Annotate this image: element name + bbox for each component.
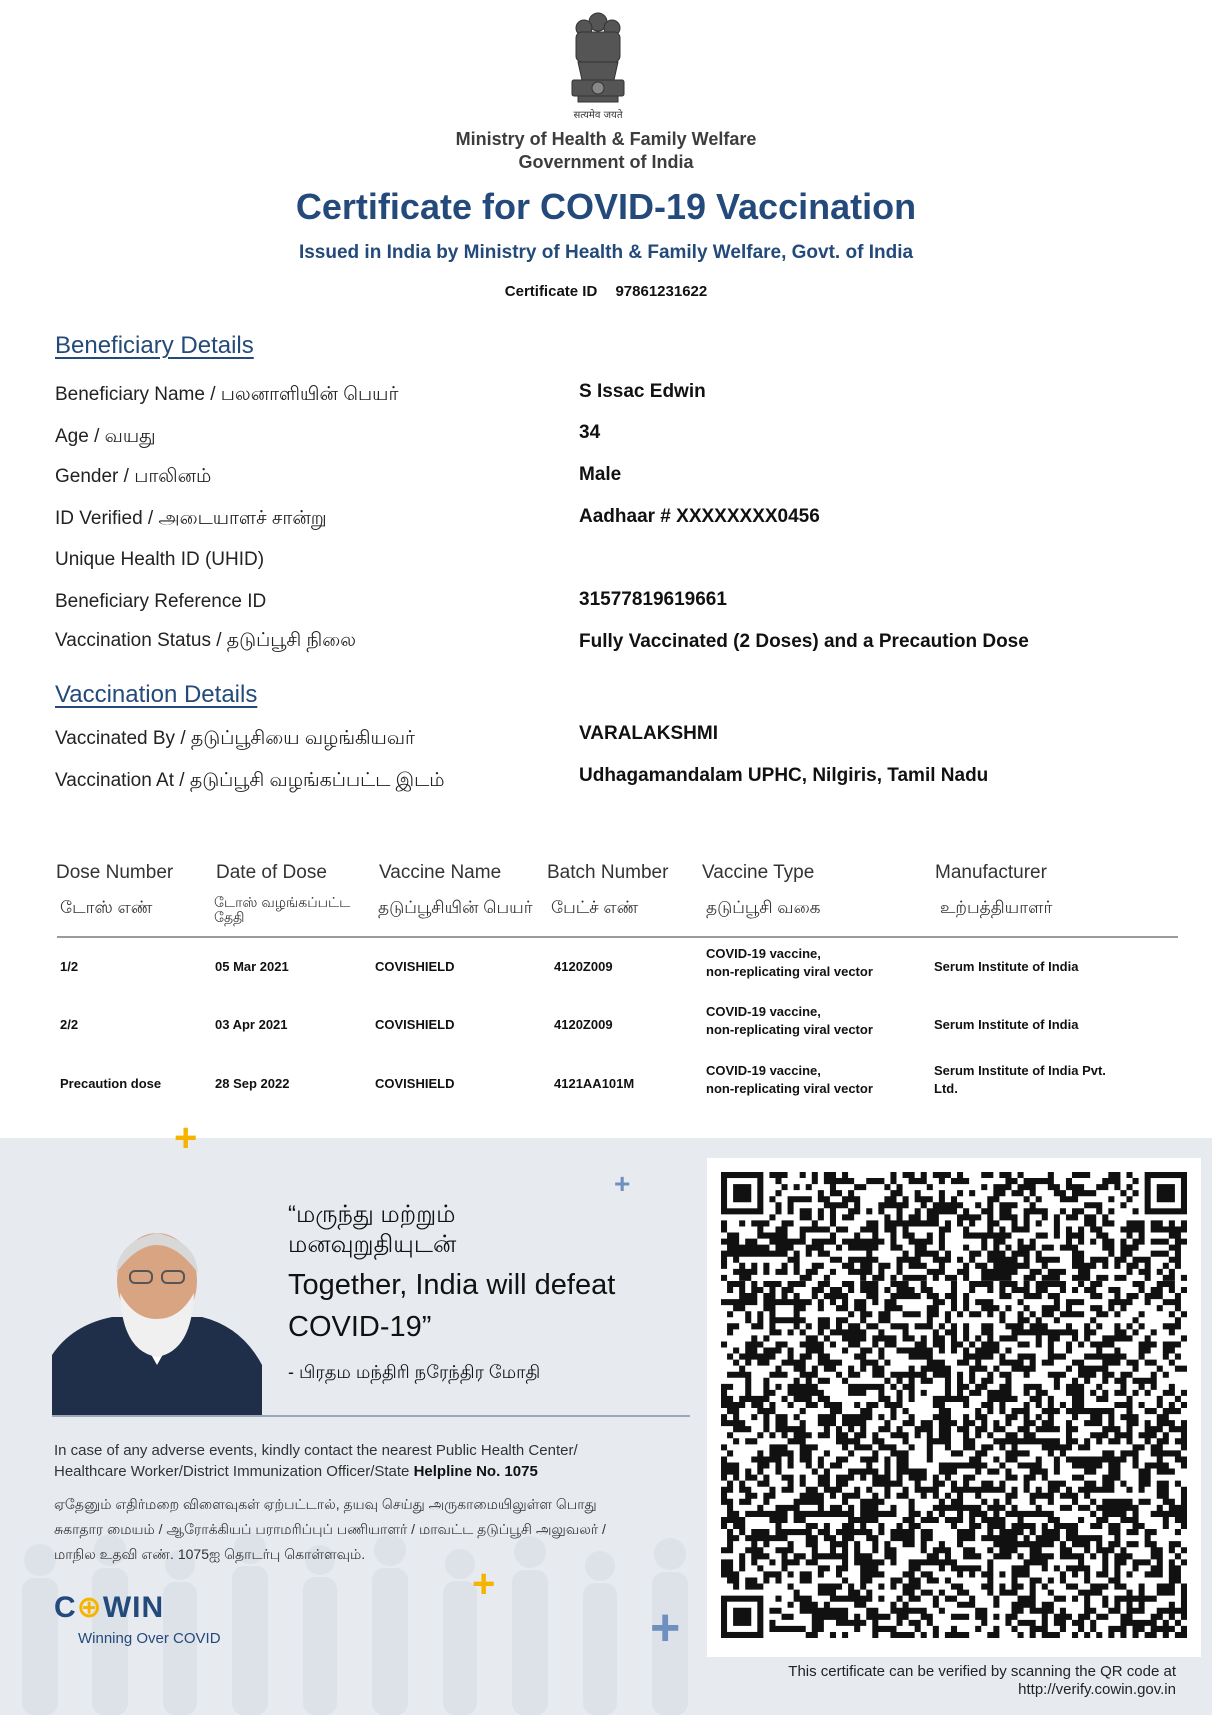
batch-number-cell: 4121AA101M — [554, 1076, 635, 1091]
vaccine-type-cell — [706, 945, 873, 981]
ministry-name — [0, 128, 1212, 174]
manufacturer-line-1: Serum Institute of India — [934, 959, 1079, 974]
footer-divider — [52, 1415, 690, 1417]
vaccination-at-value: Udhagamandalam UPHC, Nilgiris, Tamil Nadu — [579, 765, 989, 786]
beneficiary-name-value: S Issac Edwin — [579, 381, 706, 402]
vaccine-name-cell: COVISHIELD — [375, 959, 455, 974]
quote-english — [288, 1264, 668, 1348]
qr-code-card — [707, 1158, 1201, 1657]
col-header-dose-number-ta: டோஸ் எண் — [60, 898, 153, 917]
plus-icon: + — [472, 1562, 496, 1606]
vaccine-name-cell: COVISHIELD — [375, 1017, 455, 1032]
col-header-date-of-dose-ta: டோஸ் வழங்கப்பட்ட தேதி — [214, 894, 351, 925]
quote-attribution: - பிரதம மந்திரி நரேந்திர மோதி — [288, 1362, 541, 1382]
vaccine-type-line-1: COVID-19 vaccine, — [706, 1063, 821, 1078]
age-value: 34 — [579, 422, 601, 443]
adverse-events-advice-english — [54, 1440, 694, 1482]
col-header-date-of-dose: Date of Dose — [216, 862, 327, 883]
qr-finder-pattern — [733, 1184, 751, 1202]
vaccination-at-label: Vaccination At / தடுப்பூசி வழங்கப்பட்ட இடம் — [55, 770, 445, 791]
col-header-dose-number: Dose Number — [56, 862, 174, 883]
col-header-manufacturer: Manufacturer — [935, 862, 1047, 883]
advice-tamil-line-3: மாநில உதவி எண். 1075ஐ தொடர்பு கொள்ளவும். — [54, 1546, 366, 1562]
cowin-logo-rest: WIN — [102, 1591, 165, 1624]
quote-tamil-line-2: மனவுறுதியுடன் — [288, 1231, 457, 1258]
advice-english-line-2-text: Healthcare Worker/District Immunization Officer/State — [54, 1463, 410, 1480]
plus-icon: + — [174, 1116, 198, 1160]
vaccine-type-line-2: non-replicating viral vector — [706, 1081, 873, 1096]
manufacturer-cell — [934, 1016, 1078, 1034]
quote-english-line-2: COVID-19” — [288, 1311, 432, 1343]
ministry-line-2: Government of India — [518, 152, 694, 172]
verification-note — [700, 1663, 1176, 1699]
qr-finder-pattern — [733, 1608, 751, 1626]
national-emblem-icon — [558, 6, 638, 124]
page-title: Certificate for COVID-19 Vaccination — [295, 186, 917, 227]
gender-value: Male — [579, 464, 622, 485]
col-header-vaccine-name: Vaccine Name — [379, 862, 502, 883]
vaccination-status-label: Vaccination Status / தடுப்பூசி நிலை — [55, 630, 356, 651]
adverse-events-advice-tamil — [54, 1492, 694, 1567]
certificate-id — [0, 283, 1212, 300]
dose-number-cell: Precaution dose — [60, 1076, 162, 1091]
id-verified-label: ID Verified / அடையாளச் சான்று — [55, 508, 327, 529]
vaccine-type-cell — [706, 1003, 873, 1039]
manufacturer-cell — [934, 1062, 1106, 1098]
manufacturer-line-2: Ltd. — [934, 1081, 958, 1096]
verification-url: http://verify.cowin.gov.in — [1018, 1681, 1176, 1698]
quote-tamil — [288, 1200, 456, 1260]
manufacturer-line-1: Serum Institute of India — [934, 1017, 1079, 1032]
col-header-vaccine-type-ta: தடுப்பூசி வகை — [706, 898, 821, 917]
vaccine-type-cell — [706, 1062, 873, 1098]
beneficiary-name-label: Beneficiary Name / பலனாளியின் பெயர் — [55, 384, 399, 405]
cowin-logo-plus-icon: ⊕ — [76, 1591, 103, 1624]
verification-note-line-1: This certificate can be verified by scanning the QR code at — [788, 1663, 1176, 1680]
cowin-logo-c: C — [54, 1591, 77, 1624]
advice-english-line-1: In case of any adverse events, kindly contact the nearest Public Health Center/ — [54, 1442, 578, 1459]
vaccination-details-heading: Vaccination Details — [55, 681, 258, 708]
col-header-vaccine-name-ta: தடுப்பூசியின் பெயர் — [378, 898, 533, 917]
advice-english-line-2 — [54, 1461, 694, 1482]
vaccinated-by-label: Vaccinated By / தடுப்பூசியை வழங்கியவர் — [55, 728, 415, 749]
reference-id-value: 31577819619661 — [579, 589, 727, 610]
prime-minister-portrait — [52, 1215, 262, 1415]
manufacturer-cell — [934, 958, 1078, 976]
helpline-number: Helpline No. 1075 — [413, 1463, 538, 1480]
dose-date-cell: 03 Apr 2021 — [215, 1017, 288, 1032]
qr-finder-pattern — [1157, 1184, 1175, 1202]
id-verified-value: Aadhaar # XXXXXXXX0456 — [579, 506, 820, 527]
dose-date-cell: 28 Sep 2022 — [215, 1076, 290, 1091]
dose-date-cell: 05 Mar 2021 — [215, 959, 289, 974]
table-header-divider — [57, 936, 1178, 938]
uhid-label: Unique Health ID (UHID) — [55, 549, 265, 570]
vaccine-type-line-2: non-replicating viral vector — [706, 1022, 873, 1037]
cowin-logo — [54, 1590, 164, 1625]
certificate-id-value: 97861231622 — [615, 283, 708, 300]
beneficiary-details-heading: Beneficiary Details — [55, 332, 254, 359]
col-header-batch-number: Batch Number — [547, 862, 669, 883]
vaccine-name-cell: COVISHIELD — [375, 1076, 455, 1091]
plus-icon: + — [650, 1599, 681, 1657]
col-header-batch-number-ta: பேட்ச் எண் — [551, 898, 639, 917]
vaccine-type-line-1: COVID-19 vaccine, — [706, 1004, 821, 1019]
dose-number-cell: 1/2 — [60, 959, 79, 974]
plus-icon: + — [614, 1168, 631, 1199]
manufacturer-line-1: Serum Institute of India Pvt. — [934, 1063, 1106, 1078]
emblem-motto: सत्यमेव जयते — [573, 110, 623, 121]
qr-modules — [721, 1172, 1187, 1638]
col-header-vaccine-type: Vaccine Type — [702, 862, 815, 883]
qr-code — [721, 1172, 1187, 1638]
quote-tamil-line-1: “மருந்து மற்றும் — [288, 1201, 456, 1228]
advice-tamil-line-2: சுகாதார மையம் / ஆரோக்கியப் பராமரிப்புப் பணியாளர் / மாவட்ட தடுப்பூசி அலுவலர் / — [54, 1521, 606, 1537]
page-subtitle: Issued in India by Ministry of Health & Family Welfare, Govt. of India — [298, 242, 914, 263]
batch-number-cell: 4120Z009 — [554, 1017, 613, 1032]
vaccinated-by-value: VARALAKSHMI — [579, 723, 718, 744]
certificate-id-label: Certificate ID — [504, 283, 598, 300]
age-label: Age / வயது — [55, 426, 156, 447]
batch-number-cell: 4120Z009 — [554, 959, 613, 974]
advice-tamil-line-1: ஏதேனும் எதிர்மறை விளைவுகள் ஏற்பட்டால், தயவு செய்து அருகாமையிலுள்ள பொது — [54, 1496, 597, 1512]
vaccine-type-line-1: COVID-19 vaccine, — [706, 946, 821, 961]
vaccination-status-value: Fully Vaccinated (2 Doses) and a Precaution Dose — [579, 631, 1029, 652]
dose-number-cell: 2/2 — [60, 1017, 79, 1032]
reference-id-label: Beneficiary Reference ID — [55, 591, 267, 612]
ministry-line-1: Ministry of Health & Family Welfare — [455, 129, 757, 149]
gender-label: Gender / பாலினம் — [55, 466, 212, 487]
col-header-manufacturer-ta: உற்பத்தியாளர் — [940, 898, 1053, 917]
cowin-tagline: Winning Over COVID — [78, 1630, 221, 1647]
quote-english-line-1: Together, India will defeat — [288, 1269, 616, 1301]
vaccine-type-line-2: non-replicating viral vector — [706, 964, 873, 979]
